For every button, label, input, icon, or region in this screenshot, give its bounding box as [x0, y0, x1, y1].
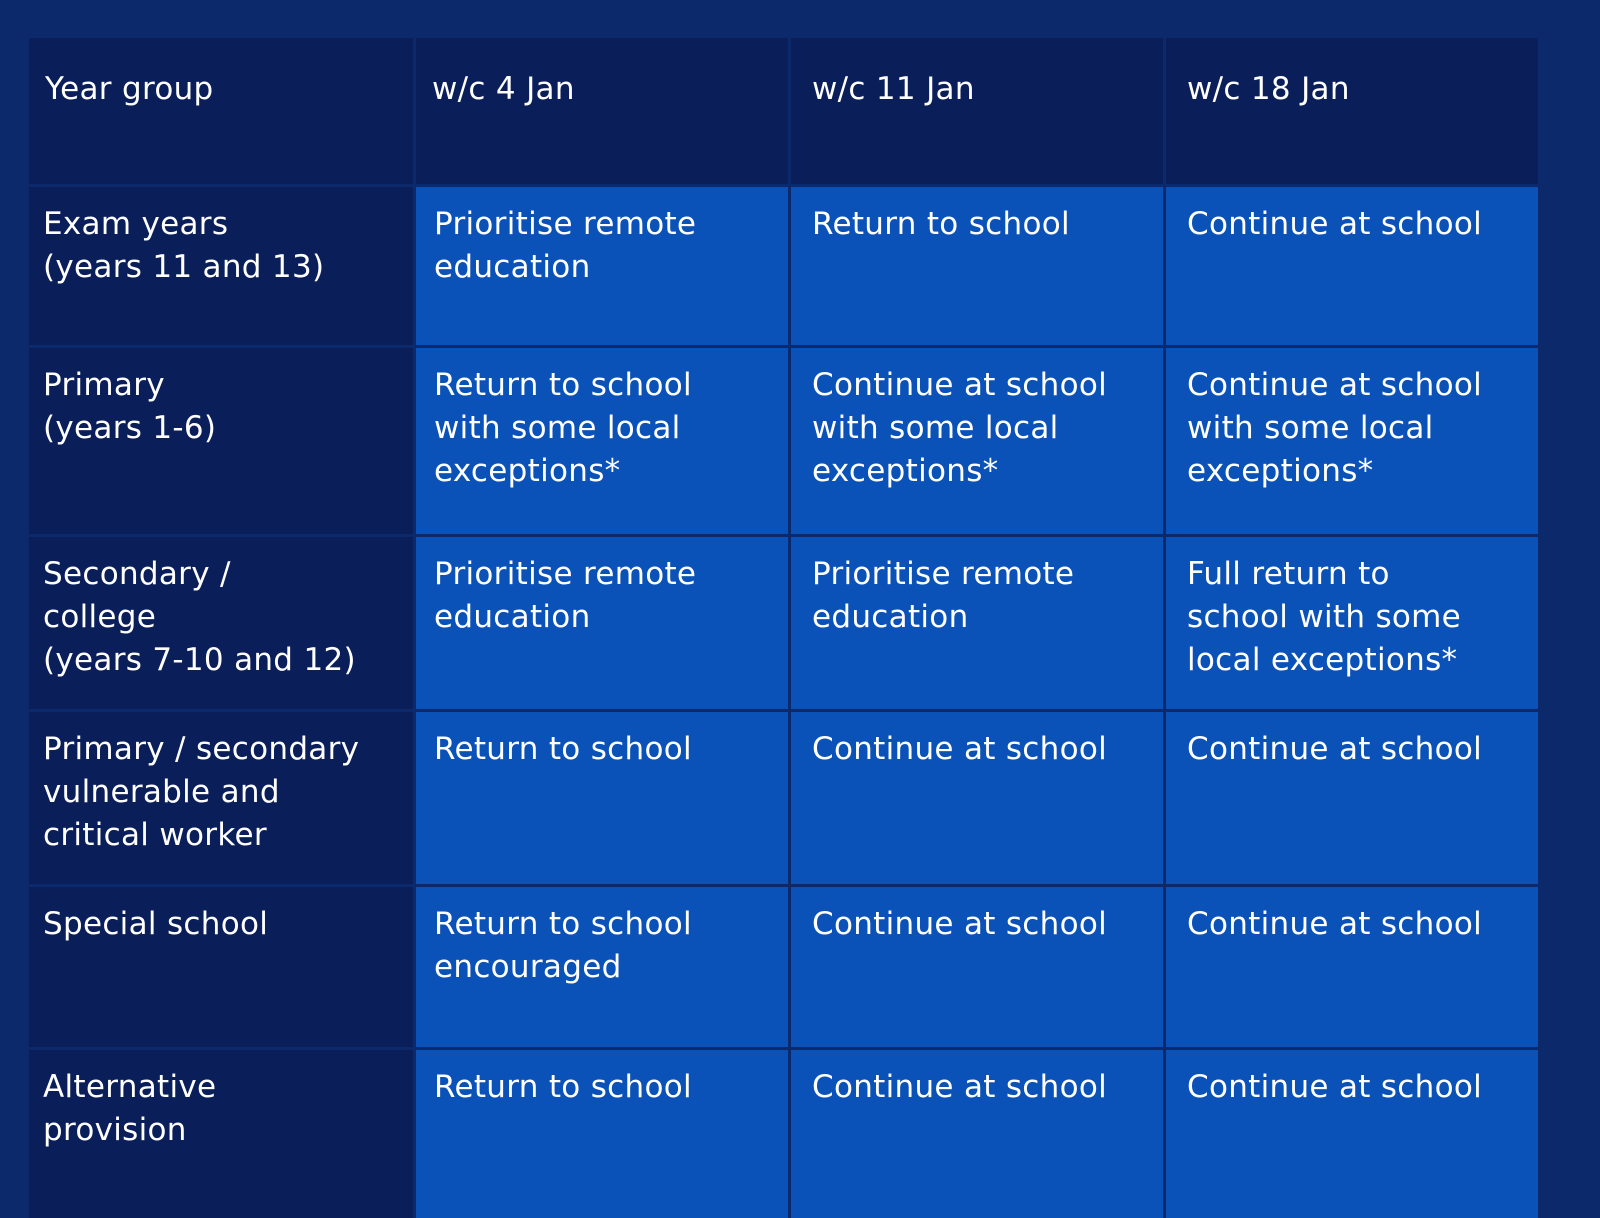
table-cell: Continue at school with some local exceptions*	[1166, 348, 1538, 534]
row-label-vulnerable-critical: Primary / secondary vulnerable and critical worker	[29, 712, 413, 884]
table-cell: Full return to school with some local exceptions*	[1166, 537, 1538, 709]
school-return-table	[29, 38, 1564, 1200]
table-cell: Return to school	[791, 187, 1163, 345]
table-cell: Continue at school	[1166, 1050, 1538, 1218]
table-cell: Continue at school	[1166, 187, 1538, 345]
title-strip	[0, 0, 1600, 36]
table-cell: Continue at school	[791, 887, 1163, 1047]
table-cell: Continue at school	[791, 1050, 1163, 1218]
header-week-18-jan: w/c 18 Jan	[1166, 38, 1538, 184]
table-cell: Prioritise remote education	[416, 187, 788, 345]
row-label-secondary-college: Secondary / college (years 7-10 and 12)	[29, 537, 413, 709]
table-cell: Continue at school	[791, 712, 1163, 884]
header-year-group: Year group	[29, 38, 413, 184]
table-cell: Continue at school with some local exceptions*	[791, 348, 1163, 534]
table-cell: Return to school with some local exceptions*	[416, 348, 788, 534]
table-cell: Continue at school	[1166, 712, 1538, 884]
table-cell: Return to school encouraged	[416, 887, 788, 1047]
header-week-4-jan: w/c 4 Jan	[416, 38, 788, 184]
row-label-exam-years: Exam years (years 11 and 13)	[29, 187, 413, 345]
table-cell: Return to school	[416, 1050, 788, 1218]
row-label-alternative-provision: Alternative provision	[29, 1050, 413, 1218]
header-week-11-jan: w/c 11 Jan	[791, 38, 1163, 184]
table-cell: Prioritise remote education	[416, 537, 788, 709]
row-label-special-school: Special school	[29, 887, 413, 1047]
table-cell: Continue at school	[1166, 887, 1538, 1047]
table-cell: Return to school	[416, 712, 788, 884]
row-label-primary: Primary (years 1-6)	[29, 348, 413, 534]
table-cell: Prioritise remote education	[791, 537, 1163, 709]
